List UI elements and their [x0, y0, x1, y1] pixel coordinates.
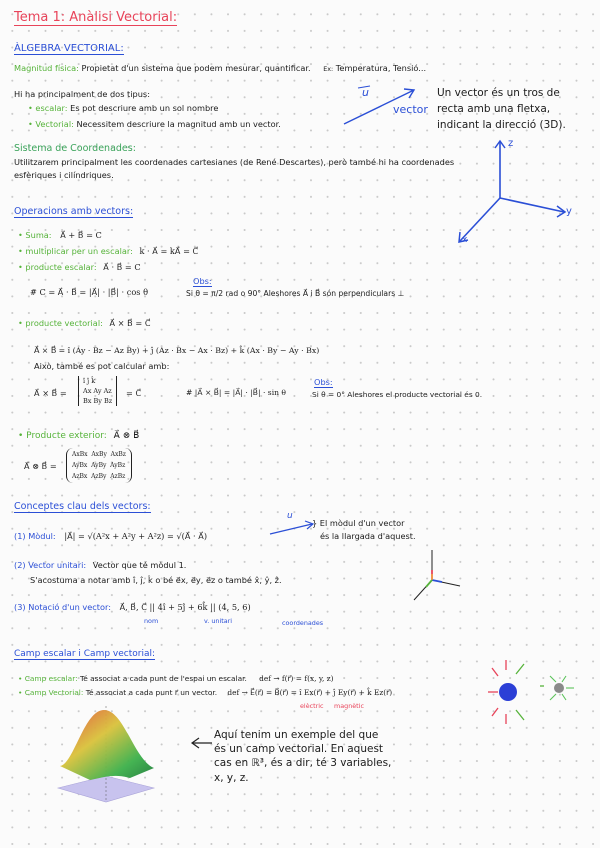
unitari-note: S'acostuma a notar amb î, ĵ, k̂ o bé e⃗x, e⃗y, e⃗z o també x̂, ŷ, ẑ.	[30, 575, 282, 585]
example-line-3: cas en ℝ³, és a dir, té 3 variables,	[214, 757, 392, 769]
unit-vectors-axes	[408, 546, 468, 604]
page-title: Tema 1: Anàlisi Vectorial:	[14, 10, 178, 25]
prod-vect-mod: # |A⃗ × B⃗| = |A⃗| · |B⃗| · sin θ	[186, 388, 287, 397]
vectorial-line: • Vectorial: Necessitem descriure la magnitud amb un vector.	[28, 119, 281, 129]
label-electric: elèctric	[300, 702, 324, 710]
ext-row-2: AyBx AyBy AyBz	[72, 462, 126, 469]
axes-3d-diagram	[452, 138, 582, 248]
prod-escalar-expand: # C = A⃗ · B⃗ = |A⃗| · |B⃗| · cos θ	[30, 287, 148, 297]
notacio-nom: nom	[144, 617, 159, 625]
modul-u-label: u	[287, 511, 293, 521]
notacio-unitari: v. unitari	[204, 617, 233, 625]
modul-line: (1) Mòdul: |A⃗| = √(A²x + A²y + A²z) = √(A⃗ · A⃗)	[14, 531, 208, 541]
modul-vector-arrow	[268, 518, 318, 538]
prod-vect-line: • producte vectorial: A⃗ × B⃗ = C⃗	[18, 318, 151, 328]
camp-vectorial-line: • Camp Vectorial: Té associat a cada punt r⃗ un vector. def → E⃗(r⃗) = B⃗(r⃗) = î Ex(r⃗) + ĵ Ey(r⃗) + k̂ Ez(r⃗)	[18, 688, 393, 697]
notacio-coordenades: coordenades	[282, 619, 324, 627]
fields-heading: Camp escalar i Camp vectorial:	[14, 649, 156, 659]
example-arrow	[190, 736, 214, 750]
outer-product-matrix	[66, 448, 132, 483]
axis-x-label: x	[462, 235, 468, 245]
notacio-line: (3) Notació d'un vector: A⃗, B⃗, C⃗ || 4î + 5ĵ + 6k̂ || (4, 5, 6)	[14, 602, 251, 612]
coords-heading: Sistema de Coordenades:	[14, 143, 136, 154]
modul-note-1: } El mòdul d'un vector	[312, 518, 405, 528]
example-line-2: és un camp vectorial. En aquest	[214, 743, 384, 755]
prod-vect-note: Això, també es pot calcular amb:	[34, 361, 170, 371]
vector-desc-2: recta amb una fletxa,	[437, 103, 551, 115]
unitari-line: (2) Vector unitari: Vector que té mòdul 1.	[14, 560, 187, 570]
escalar-line: • escalar: Es pot descriure amb un sol nombre	[28, 103, 219, 113]
magnitud-line: Magnitud física: Propietat d'un sistema que podem mesurar, quantificar. Ex: Temperatura, Tensió...	[14, 63, 427, 73]
ext-lhs: A⃗ ⊗ B⃗ =	[24, 461, 57, 471]
vector-desc-1: Un vector és un tros de	[437, 87, 560, 99]
ext-row-1: AxBx AxBy AxBz	[72, 451, 126, 458]
camp-escalar-line: • Camp escalar: Té associat a cada punt de l'espai un escalar. def → f(r⃗) = f(x, y, z)	[18, 674, 334, 683]
example-line-1: Aquí tenim un exemple del que	[214, 729, 379, 741]
obs2-label: Obs:	[314, 377, 333, 387]
example-line-4: x, y, z.	[214, 772, 249, 784]
coords-line-1: Utilitzarem principalment les coordenades cartesianes (de René Descartes), però també hi ha coordenades	[14, 157, 455, 167]
obs1-text: Si θ = π/2 rad o 90° Aleshores A⃗ i B⃗ són perpendiculars ⊥	[186, 289, 405, 298]
determinant-matrix	[78, 376, 117, 406]
axis-y-label: y	[566, 206, 572, 217]
vector-word: vector	[393, 103, 428, 116]
prod-ext-line: • Producte exterior: A⃗ ⊗ B⃗	[18, 431, 140, 441]
modul-note-2: és la llargada d'aquest.	[320, 531, 416, 541]
obs2-text: Si θ = 0° Aleshores el producte vectorial és 0.	[312, 390, 483, 399]
suma-line: • Suma: A⃗ + B⃗ = C	[18, 230, 102, 240]
mult-line: • multiplicar per un escalar: k · A⃗ = kA⃗ = C⃗	[18, 246, 199, 256]
ops-heading: Operacions amb vectors:	[14, 206, 134, 217]
prod-escalar-line: • producte escalar: A⃗ · B⃗ = C	[18, 262, 141, 272]
concepts-heading: Conceptes clau dels vectors:	[14, 501, 151, 512]
det-row-3: Bx By Bz	[83, 397, 113, 405]
ext-row-3: AzBx AzBy AzBz	[72, 473, 126, 480]
prod-vect-expand: A⃗ × B⃗ = î (Ay · Bz − Az By) + ĵ (Az · Bx − Ax · Bz) + k̂ (Ax · By − Ay · Bx)	[34, 346, 320, 355]
vector-desc-3: indicant la direcció (3D).	[437, 119, 566, 131]
axis-z-label: z	[508, 138, 514, 149]
det-row-2: Ax Ay Az	[83, 387, 112, 395]
coords-line-2: esfèriques i cilíndriques.	[14, 170, 114, 180]
det-row-1: î ĵ k̂	[83, 377, 96, 385]
algebra-heading: ÀLGEBRA VECTORIAL:	[14, 43, 124, 54]
label-magnetic: magnètic	[334, 702, 364, 710]
det-lhs: A⃗ × B⃗ =	[34, 388, 67, 398]
field-lines-diagram	[484, 656, 588, 728]
obs1-label: Obs:	[193, 276, 212, 286]
vector-u-label: u	[362, 86, 369, 99]
det-rhs: = C⃗	[126, 388, 142, 398]
types-intro: Hi ha principalment de dos tipus:	[14, 89, 150, 99]
scalar-field-surface-plot	[50, 704, 160, 804]
